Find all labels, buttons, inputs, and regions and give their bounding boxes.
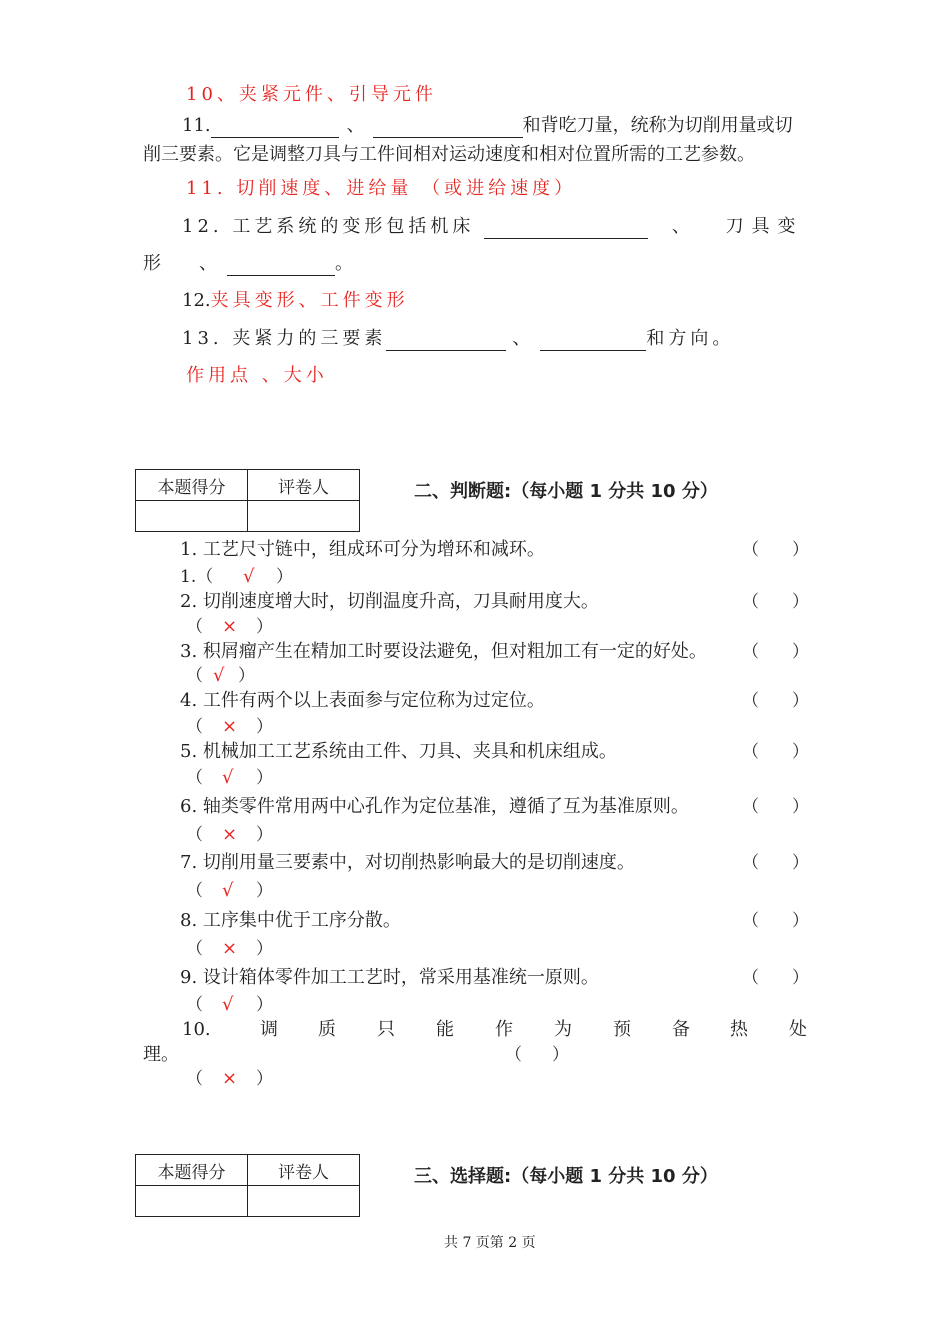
judge-close-paren: ） [792,911,809,931]
judge-question-10-num: 10. [182,1019,211,1040]
judge-close-paren: ） [792,797,809,817]
q10-word: 为 [554,1019,572,1040]
page-footer: 共 7 页第 2 页 [444,1235,536,1251]
judge-close-paren: ） [792,691,809,711]
q12-blank-1[interactable] [484,220,648,239]
q11-blank-2[interactable] [373,119,523,138]
answer-mark: × [222,938,238,959]
answer-12 [182,289,409,313]
answer-10-mark: × [222,1068,238,1089]
q12-sep: 、 [671,216,694,237]
q12-blank-2[interactable] [227,257,335,276]
judge-question: 8. 工序集中优于工序分散。 [180,910,401,931]
judge-question: 3. 积屑瘤产生在精加工时要设法避免，但对粗加工有一定的好处。 [180,641,707,662]
judge-open-paren: （ [742,853,759,873]
q10-word: 调 [260,1019,278,1040]
answer-13: 作用点 、大小 [186,365,328,386]
q13-tail: 和方向。 [646,328,735,349]
answer-mark: √ [243,566,255,587]
grader-cell[interactable] [248,1186,360,1217]
answer-open: （ [186,717,203,737]
judge-question: 7. 切削用量三要素中，对切削热影响最大的是切削速度。 [180,852,635,873]
judge-question-10-open-paren: （ [505,1045,522,1065]
q10-word: 备 [672,1019,690,1040]
q10-word: 作 [495,1019,513,1040]
section2-title: 二、判断题:（每小题 1 分共 10 分） [414,481,718,502]
judge-question: 2. 切削速度增大时，切削温度升高，刀具耐用度大。 [180,591,599,612]
q11-tail: 和背吃刀量，统称为切削用量或切 [522,115,793,136]
answer-open: （ [186,825,203,845]
q12-line2-word: 形 [143,253,161,274]
answer-mark: × [222,716,238,737]
q10-word: 能 [436,1019,454,1040]
question-12 [182,215,804,239]
grader-col-header: 评卷人 [248,1155,360,1186]
score-box-section2 [135,469,360,532]
answer-open: （ [186,881,203,901]
answer-close: ） [256,617,273,637]
judge-open-paren: （ [742,968,759,988]
question-11 [182,114,793,138]
q10-word: 预 [613,1019,631,1040]
judge-close-paren: ） [792,853,809,873]
answer-mark: × [222,824,238,845]
answer-open: （ [186,939,203,959]
answer-close: ） [256,717,273,737]
judge-question: 6. 轴类零件常用两中心孔作为定位基准，遵循了互为基准原则。 [180,796,689,817]
answer-open: （ [186,617,203,637]
judge-open-paren: （ [742,592,759,612]
answer-mark: √ [213,665,225,686]
judge-close-paren: ） [792,642,809,662]
q12-end: 。 [335,253,353,274]
answer-open: （ [186,995,203,1015]
answer-mark: √ [222,767,234,788]
q13-head: 13. 夹紧力的三要素 [182,328,387,349]
answer-10: 10、夹紧元件、引导元件 [186,84,437,105]
score-cell[interactable] [136,501,248,532]
question-12-line2 [143,252,353,276]
answer-12-text: 夹具变形、工件变形 [210,290,409,311]
q12-sep2: 、 [199,253,217,274]
score-col-header: 本题得分 [136,1155,248,1186]
q11-blank-1[interactable] [211,119,339,138]
judge-question-10-line2: 理。 [143,1044,179,1065]
judge-open-paren: （ [742,742,759,762]
q10-word: 只 [377,1019,395,1040]
answer-close: ） [256,825,273,845]
judge-question-10-close-paren: ） [552,1045,569,1065]
answer-open: （ [186,666,203,686]
judge-open-paren: （ [742,797,759,817]
score-col-header: 本题得分 [136,470,248,501]
judge-close-paren: ） [792,540,809,560]
judge-question: 4. 工件有两个以上表面参与定位称为过定位。 [180,690,545,711]
answer-close: ） [238,666,255,686]
judge-question: 9. 设计箱体零件加工工艺时，常采用基准统一原则。 [180,967,599,988]
answer-close: ） [256,768,273,788]
answer-10-open: （ [186,1069,203,1089]
grader-col-header: 评卷人 [248,470,360,501]
answer-12-number: 12. [182,290,211,311]
q11-number: 11. [182,115,211,136]
q13-sep: 、 [512,328,535,349]
answer-11: 11. 切削速度、进给量 （或进给速度） [186,178,577,199]
q10-word: 热 [730,1019,748,1040]
answer-open: 1.（ [180,567,214,587]
q12-tool: 刀具变 [725,216,804,237]
answer-close: ） [256,995,273,1015]
answer-close: ） [256,881,273,901]
answer-close: ） [256,939,273,959]
score-box-section3 [135,1154,360,1217]
judge-open-paren: （ [742,691,759,711]
q13-blank-2[interactable] [540,332,646,351]
judge-question: 5. 机械加工工艺系统由工件、刀具、夹具和机床组成。 [180,741,617,762]
answer-close: ） [276,567,293,587]
answer-open: （ [186,768,203,788]
question-11-line2: 削三要素。它是调整刀具与工件间相对运动速度和相对位置所需的工艺参数。 [143,144,755,165]
q11-sep: 、 [346,115,365,136]
section3-title: 三、选择题:（每小题 1 分共 10 分） [414,1166,718,1187]
judge-close-paren: ） [792,742,809,762]
q12-head: 12. 工艺系统的变形包括机床 [182,216,475,237]
grader-cell[interactable] [248,501,360,532]
q10-word: 处 [789,1019,807,1040]
judge-open-paren: （ [742,540,759,560]
judge-question: 1. 工艺尺寸链中，组成环可分为增环和减环。 [180,539,545,560]
q13-blank-1[interactable] [386,332,506,351]
judge-open-paren: （ [742,911,759,931]
judge-open-paren: （ [742,642,759,662]
q10-word: 质 [318,1019,336,1040]
answer-mark: √ [222,994,234,1015]
answer-mark: √ [222,880,234,901]
judge-close-paren: ） [792,592,809,612]
answer-10-close: ） [256,1069,273,1089]
question-13 [182,327,734,351]
answer-mark: × [222,616,238,637]
score-cell[interactable] [136,1186,248,1217]
judge-close-paren: ） [792,968,809,988]
